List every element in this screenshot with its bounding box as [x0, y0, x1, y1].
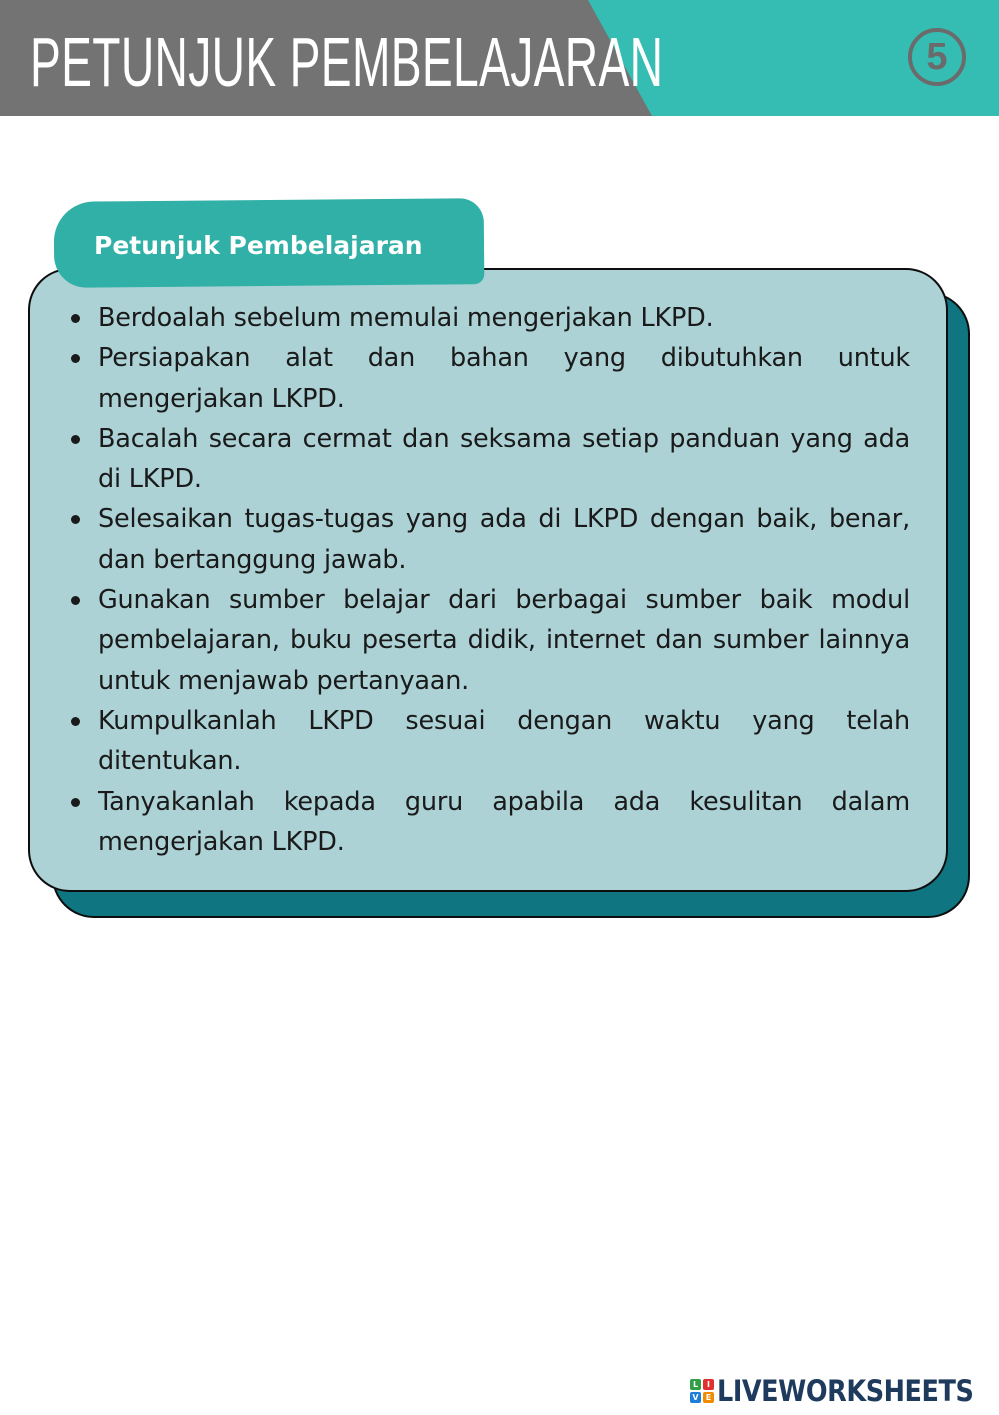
- page-number-badge: 5: [908, 28, 966, 86]
- list-item: Selesaikan tugas-tugas yang ada di LKPD dengan baik, benar, dan bertanggung jawab.: [68, 499, 910, 580]
- list-item: Gunakan sumber belajar dari berbagai sumber baik modul pembelajaran, buku peserta didik, internet dan sumber lainnya untuk menjawab pertanyaan.: [68, 580, 910, 701]
- logo-grid-cell: I: [703, 1379, 714, 1390]
- list-item: Bacalah secara cermat dan seksama setiap panduan yang ada di LKPD.: [68, 419, 910, 500]
- logo-text: LIVEWORKSHEETS: [717, 1374, 974, 1408]
- list-item: Persiapakan alat dan bahan yang dibutuhkan untuk mengerjakan LKPD.: [68, 338, 910, 419]
- card-tab-label: Petunjuk Pembelajaran: [94, 231, 423, 260]
- page-header: [0, 0, 999, 116]
- instructions-list: [68, 298, 910, 862]
- page-title: PETUNJUK PEMBELAJARAN: [30, 23, 664, 101]
- list-item: Tanyakanlah kepada guru apabila ada kesulitan dalam mengerjakan LKPD.: [68, 782, 910, 863]
- logo-grid-cell: V: [690, 1392, 701, 1403]
- list-item: Berdoalah sebelum memulai mengerjakan LKPD.: [68, 298, 910, 338]
- liveworksheets-logo-icon: [690, 1379, 714, 1403]
- liveworksheets-logo[interactable]: [690, 1374, 999, 1408]
- logo-grid-cell: E: [703, 1392, 714, 1403]
- logo-grid-cell: L: [690, 1379, 701, 1390]
- list-item: Kumpulkanlah LKPD sesuai dengan waktu yang telah ditentukan.: [68, 701, 910, 782]
